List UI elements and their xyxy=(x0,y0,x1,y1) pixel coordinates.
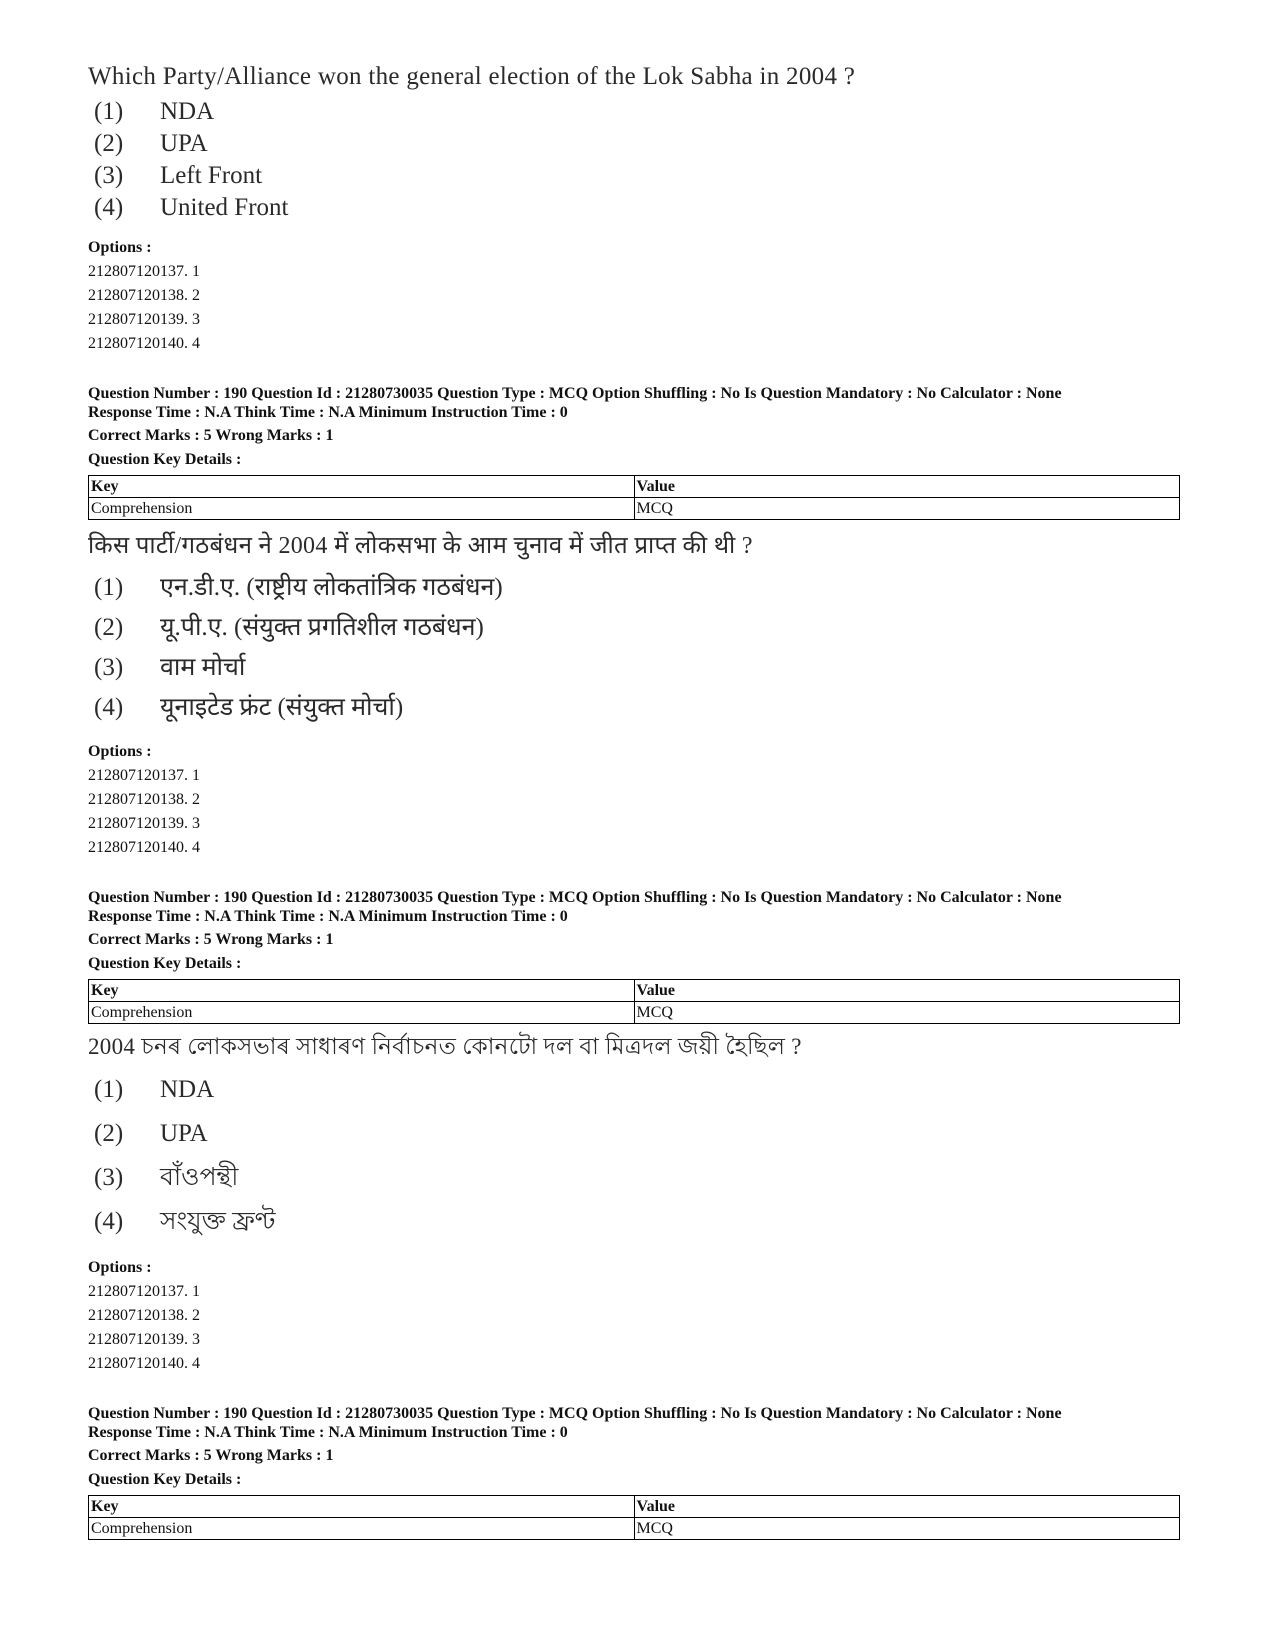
question-text: किस पार्टी/गठबंधन ने 2004 में लोकसभा के आम चुनाव में जीत प्राप्त की थी ? xyxy=(88,533,753,559)
options-title: Options : xyxy=(88,239,152,256)
meta-line-1: Question Number : 190 Question Id : 21280730035 Question Type : MCQ Option Shuffling : No Is Question Mandatory : No Calculator : None xyxy=(88,889,1062,906)
table-header-key: Key xyxy=(89,1496,635,1518)
question-meta xyxy=(88,384,1188,520)
meta-line-3: Correct Marks : 5 Wrong Marks : 1 xyxy=(88,931,334,948)
choice-3: (3) বাঁওপন্থী xyxy=(94,1164,239,1191)
options-list xyxy=(88,1256,1188,1376)
choice-4: (4) সংযুক্ত ফ্ৰণ্ট xyxy=(94,1208,276,1235)
options-title: Options : xyxy=(88,743,152,760)
question-meta xyxy=(88,888,1188,1024)
document-page xyxy=(88,60,1188,1540)
options-list xyxy=(88,236,1188,356)
meta-line-2: Response Time : N.A Think Time : N.A Minimum Instruction Time : 0 xyxy=(88,908,568,925)
choice-3: (3) Left Front xyxy=(94,162,263,189)
choice-2: (2) यू.पी.ए. (संयुक्त प्रगतिशील गठबंधन) xyxy=(94,614,484,641)
option-line: 212807120137. 1 xyxy=(88,767,200,784)
question-text: 2004 চনৰ লোকসভাৰ সাধাৰণ নিৰ্বাচনত কোনটো দল বা মিত্ৰদল জয়ী হৈছিল ? xyxy=(88,1034,802,1059)
table-header-value: Value xyxy=(634,980,1180,1002)
table-cell-key: Comprehension xyxy=(89,1518,635,1540)
key-details-title: Question Key Details : xyxy=(88,451,242,468)
table-cell-key: Comprehension xyxy=(89,498,635,520)
meta-line-1: Question Number : 190 Question Id : 21280730035 Question Type : MCQ Option Shuffling : No Is Question Mandatory : No Calculator : None xyxy=(88,385,1062,402)
question-english xyxy=(88,60,1188,224)
choice-4: (4) यूनाइटेड फ्रंट (संयुक्त मोर्चा) xyxy=(94,694,404,721)
meta-line-2: Response Time : N.A Think Time : N.A Minimum Instruction Time : 0 xyxy=(88,1424,568,1441)
meta-line-1: Question Number : 190 Question Id : 21280730035 Question Type : MCQ Option Shuffling : No Is Question Mandatory : No Calculator : None xyxy=(88,1405,1062,1422)
question-text: Which Party/Alliance won the general election of the Lok Sabha in 2004 ? xyxy=(88,63,856,90)
options-title: Options : xyxy=(88,1259,152,1276)
option-line: 212807120140. 4 xyxy=(88,335,200,352)
meta-line-3: Correct Marks : 5 Wrong Marks : 1 xyxy=(88,1447,334,1464)
meta-line-2: Response Time : N.A Think Time : N.A Minimum Instruction Time : 0 xyxy=(88,404,568,421)
table-header-row xyxy=(89,980,1180,1002)
question-assamese xyxy=(88,1028,1188,1244)
option-line: 212807120139. 3 xyxy=(88,815,200,832)
table-row xyxy=(89,498,1180,520)
options-list xyxy=(88,740,1188,860)
table-header-row xyxy=(89,476,1180,498)
choice-1: (1) एन.डी.ए. (राष्ट्रीय लोकतांत्रिक गठबंधन) xyxy=(94,574,503,601)
table-header-value: Value xyxy=(634,476,1180,498)
option-line: 212807120140. 4 xyxy=(88,839,200,856)
key-details-table xyxy=(88,1495,1180,1540)
option-line: 212807120138. 2 xyxy=(88,287,200,304)
option-line: 212807120137. 1 xyxy=(88,1283,200,1300)
table-header-key: Key xyxy=(89,980,635,1002)
choice-2: (2) UPA xyxy=(94,1120,208,1147)
option-line: 212807120139. 3 xyxy=(88,1331,200,1348)
table-header-value: Value xyxy=(634,1496,1180,1518)
key-details-title: Question Key Details : xyxy=(88,955,242,972)
option-line: 212807120140. 4 xyxy=(88,1355,200,1372)
table-row xyxy=(89,1002,1180,1024)
table-cell-value: MCQ xyxy=(634,498,1180,520)
table-header-row xyxy=(89,1496,1180,1518)
question-meta xyxy=(88,1404,1188,1540)
table-cell-key: Comprehension xyxy=(89,1002,635,1024)
choice-1: (1) NDA xyxy=(94,98,215,125)
table-header-key: Key xyxy=(89,476,635,498)
option-line: 212807120138. 2 xyxy=(88,791,200,808)
choice-2: (2) UPA xyxy=(94,130,208,157)
question-hindi xyxy=(88,526,1188,728)
table-cell-value: MCQ xyxy=(634,1002,1180,1024)
meta-line-3: Correct Marks : 5 Wrong Marks : 1 xyxy=(88,427,334,444)
table-cell-value: MCQ xyxy=(634,1518,1180,1540)
key-details-title: Question Key Details : xyxy=(88,1471,242,1488)
choice-4: (4) United Front xyxy=(94,194,289,221)
option-line: 212807120137. 1 xyxy=(88,263,200,280)
option-line: 212807120138. 2 xyxy=(88,1307,200,1324)
key-details-table xyxy=(88,475,1180,520)
option-line: 212807120139. 3 xyxy=(88,311,200,328)
table-row xyxy=(89,1518,1180,1540)
choice-1: (1) NDA xyxy=(94,1076,215,1103)
choice-3: (3) वाम मोर्चा xyxy=(94,654,246,681)
key-details-table xyxy=(88,979,1180,1024)
